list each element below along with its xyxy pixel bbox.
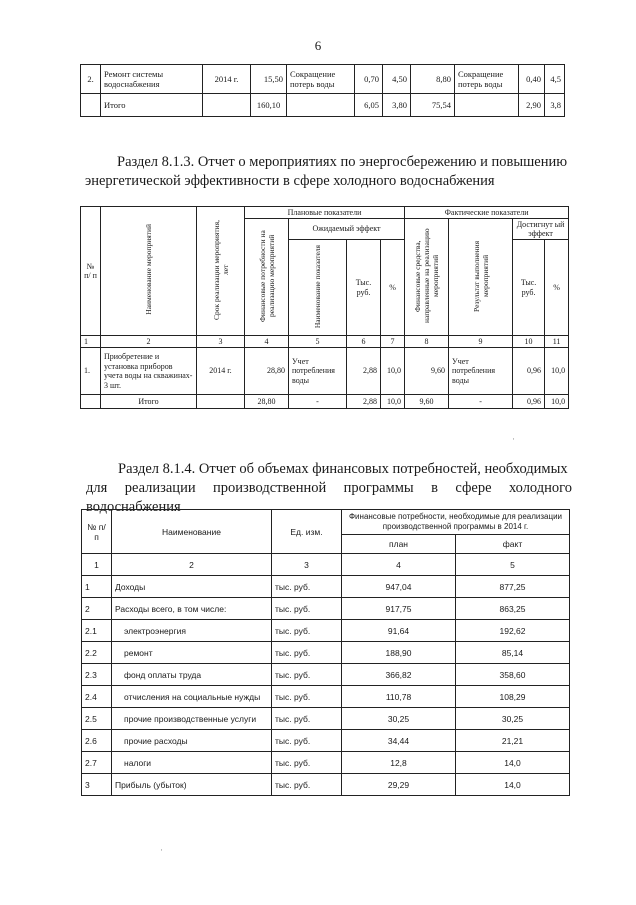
row-num: 2. [81, 65, 101, 94]
row-unit: тыс. руб. [272, 620, 342, 642]
row-plan: 29,29 [342, 774, 456, 796]
header-expected-effect: Ожидаемый эффект [289, 219, 405, 240]
row-name: Приобретение и установка приборов учета воды на скважинах- 3 шт. [101, 348, 197, 395]
row-name: прочие расходы [112, 730, 272, 752]
header-name: Наименование мероприятий [101, 207, 197, 336]
row-fact: 85,14 [456, 642, 570, 664]
header-fact: факт [456, 535, 570, 554]
total-fact-pct: 10,0 [545, 395, 569, 409]
section-813-title-line1: Раздел 8.1.3. Отчет о мероприятиях по энергосбережению и повышению [117, 154, 568, 170]
row-fact: 14,0 [456, 774, 570, 796]
total-effect-rub: 2,88 [347, 395, 381, 409]
header-fact-rub: Тыс. руб. [513, 240, 545, 336]
row-fact: 30,25 [456, 708, 570, 730]
table-row [82, 620, 570, 642]
col-number: 3 [272, 554, 342, 576]
row-name: налоги [112, 752, 272, 774]
col-number: 5 [289, 336, 347, 348]
row-num: 3 [82, 774, 112, 796]
table-total-row [81, 395, 569, 409]
table-row [81, 65, 565, 94]
row-num: 2.7 [82, 752, 112, 774]
row-num: 2.3 [82, 664, 112, 686]
header-plan-finance: Финансовые потребности на реализацию мероприятий [245, 219, 289, 336]
row-name: прочие производственные услуги [112, 708, 272, 730]
col-number: 11 [545, 336, 569, 348]
col-number: 2 [112, 554, 272, 576]
header-num: № п/ п [81, 207, 101, 336]
row-unit: тыс. руб. [272, 686, 342, 708]
row-fact-pct: 4,5 [545, 65, 565, 94]
total-fact-finance: 9,60 [405, 395, 449, 409]
total-fact-pct: 3,8 [545, 94, 565, 117]
row-num: 2.6 [82, 730, 112, 752]
row-name: Ремонт системы водоснабжения [101, 65, 203, 94]
section-814-title-line2: для реализации производственной программы в сфере холодного водоснабжения [86, 480, 572, 515]
header-achieved-effect: Достигнут ый эффект [513, 219, 569, 240]
header-name: Наименование [112, 510, 272, 554]
row-plan: 30,25 [342, 708, 456, 730]
total-effect-pct: 10,0 [381, 395, 405, 409]
total-fact-rub: 2,90 [519, 94, 545, 117]
row-term: 2014 г. [203, 65, 251, 94]
row-fact: 14,0 [456, 752, 570, 774]
total-label: Итого [101, 395, 197, 409]
row-num: 2.4 [82, 686, 112, 708]
col-number: 8 [405, 336, 449, 348]
row-effect-pct: 4,50 [383, 65, 411, 94]
row-fact-finance: 9,60 [405, 348, 449, 395]
row-fact: 108,29 [456, 686, 570, 708]
table-row [82, 774, 570, 796]
header-fact-finance: Финансовые средства, направленные на реализацию мероприятий [405, 219, 449, 336]
col-number: 2 [101, 336, 197, 348]
col-number: 9 [449, 336, 513, 348]
header-effect-rub: Тыс. руб. [347, 240, 381, 336]
section-814-title-line1: Раздел 8.1.4. Отчет об объемах финансовых потребностей, необходимых [118, 461, 568, 477]
section-813-heading [85, 153, 570, 191]
row-effect-rub: 2,88 [347, 348, 381, 395]
carryover-table [80, 64, 565, 117]
row-finance: 15,50 [251, 65, 287, 94]
table-row [82, 664, 570, 686]
row-plan: 34,44 [342, 730, 456, 752]
header-needs: Финансовые потребности, необходимые для реализации производственной программы в 2014 г. [342, 510, 570, 535]
row-effect-pct: 10,0 [381, 348, 405, 395]
row-finance: 28,80 [245, 348, 289, 395]
row-name: фонд оплаты труда [112, 664, 272, 686]
row-effect-name: Учет потребления воды [289, 348, 347, 395]
row-num: 2.5 [82, 708, 112, 730]
total-finance: 28,80 [245, 395, 289, 409]
header-term: Срок реализации мероприятия, лет [197, 207, 245, 336]
row-effect-rub: 0,70 [355, 65, 383, 94]
row-unit: тыс. руб. [272, 664, 342, 686]
row-fact: 877,25 [456, 576, 570, 598]
col-number: 6 [347, 336, 381, 348]
total-effect-rub: 6,05 [355, 94, 383, 117]
energy-saving-table [80, 206, 569, 409]
table-row [82, 752, 570, 774]
header-plan-group: Плановые показатели [245, 207, 405, 219]
row-num: 2.1 [82, 620, 112, 642]
table-row [82, 642, 570, 664]
row-unit: тыс. руб. [272, 752, 342, 774]
row-term: 2014 г. [197, 348, 245, 395]
col-number: 7 [381, 336, 405, 348]
col-number: 5 [456, 554, 570, 576]
table-row [82, 730, 570, 752]
row-fact-rub: 0,40 [519, 65, 545, 94]
total-effect-name: - [289, 395, 347, 409]
row-name: ремонт [112, 642, 272, 664]
row-effect-name: Сокращение потерь воды [287, 65, 355, 94]
header-unit: Ед. изм. [272, 510, 342, 554]
table-row [81, 348, 569, 395]
header-plan: план [342, 535, 456, 554]
table-total-row [81, 94, 565, 117]
row-plan: 917,75 [342, 598, 456, 620]
col-number: 4 [245, 336, 289, 348]
financial-needs-table [81, 509, 570, 796]
row-name: Доходы [112, 576, 272, 598]
header-row [82, 510, 570, 535]
row-fact-pct: 10,0 [545, 348, 569, 395]
row-plan: 110,78 [342, 686, 456, 708]
total-fact-rub: 0,96 [513, 395, 545, 409]
column-number-row [81, 336, 569, 348]
table-row [82, 576, 570, 598]
header-fact-pct: % [545, 240, 569, 336]
row-fact: 21,21 [456, 730, 570, 752]
header-effect-pct: % [381, 240, 405, 336]
row-unit: тыс. руб. [272, 730, 342, 752]
scan-mark: · [512, 434, 515, 444]
row-fact: 863,25 [456, 598, 570, 620]
column-number-row [82, 554, 570, 576]
total-effect-pct: 3,80 [383, 94, 411, 117]
row-plan: 366,82 [342, 664, 456, 686]
header-effect-name: Наименование показателя [289, 240, 347, 336]
row-fact-finance: 8,80 [411, 65, 455, 94]
col-number: 1 [81, 336, 101, 348]
page-number: 6 [314, 38, 322, 53]
row-plan: 947,04 [342, 576, 456, 598]
row-name: электроэнергия [112, 620, 272, 642]
row-num: 2.2 [82, 642, 112, 664]
row-name: Расходы всего, в том числе: [112, 598, 272, 620]
col-number: 4 [342, 554, 456, 576]
total-finance: 160,10 [251, 94, 287, 117]
header-row [81, 207, 569, 219]
row-num: 2 [82, 598, 112, 620]
row-unit: тыс. руб. [272, 774, 342, 796]
row-plan: 12,8 [342, 752, 456, 774]
header-fact-group: Фактические показатели [405, 207, 569, 219]
row-fact: 358,60 [456, 664, 570, 686]
row-num: 1 [82, 576, 112, 598]
row-unit: тыс. руб. [272, 598, 342, 620]
row-fact-rub: 0,96 [513, 348, 545, 395]
col-number: 10 [513, 336, 545, 348]
row-fact-result: Сокращение потерь воды [455, 65, 519, 94]
row-name: отчисления на социальные нужды [112, 686, 272, 708]
total-fact-result: - [449, 395, 513, 409]
row-unit: тыс. руб. [272, 708, 342, 730]
header-num: № п/п [82, 510, 112, 554]
row-unit: тыс. руб. [272, 642, 342, 664]
table-row [82, 598, 570, 620]
total-fact-finance: 75,54 [411, 94, 455, 117]
row-fact-result: Учет потребления воды [449, 348, 513, 395]
col-number: 1 [82, 554, 112, 576]
row-name: Прибыль (убыток) [112, 774, 272, 796]
scan-mark: · [160, 845, 163, 855]
row-fact: 192,62 [456, 620, 570, 642]
row-num: 1. [81, 348, 101, 395]
row-plan: 188,90 [342, 642, 456, 664]
col-number: 3 [197, 336, 245, 348]
row-plan: 91,64 [342, 620, 456, 642]
section-813-title-line2: энергетической эффективности в сфере холодного водоснабжения [85, 173, 495, 189]
table-row [82, 708, 570, 730]
total-label: Итого [101, 94, 203, 117]
row-unit: тыс. руб. [272, 576, 342, 598]
table-row [82, 686, 570, 708]
header-fact-result: Результат выполнения мероприятий [449, 219, 513, 336]
